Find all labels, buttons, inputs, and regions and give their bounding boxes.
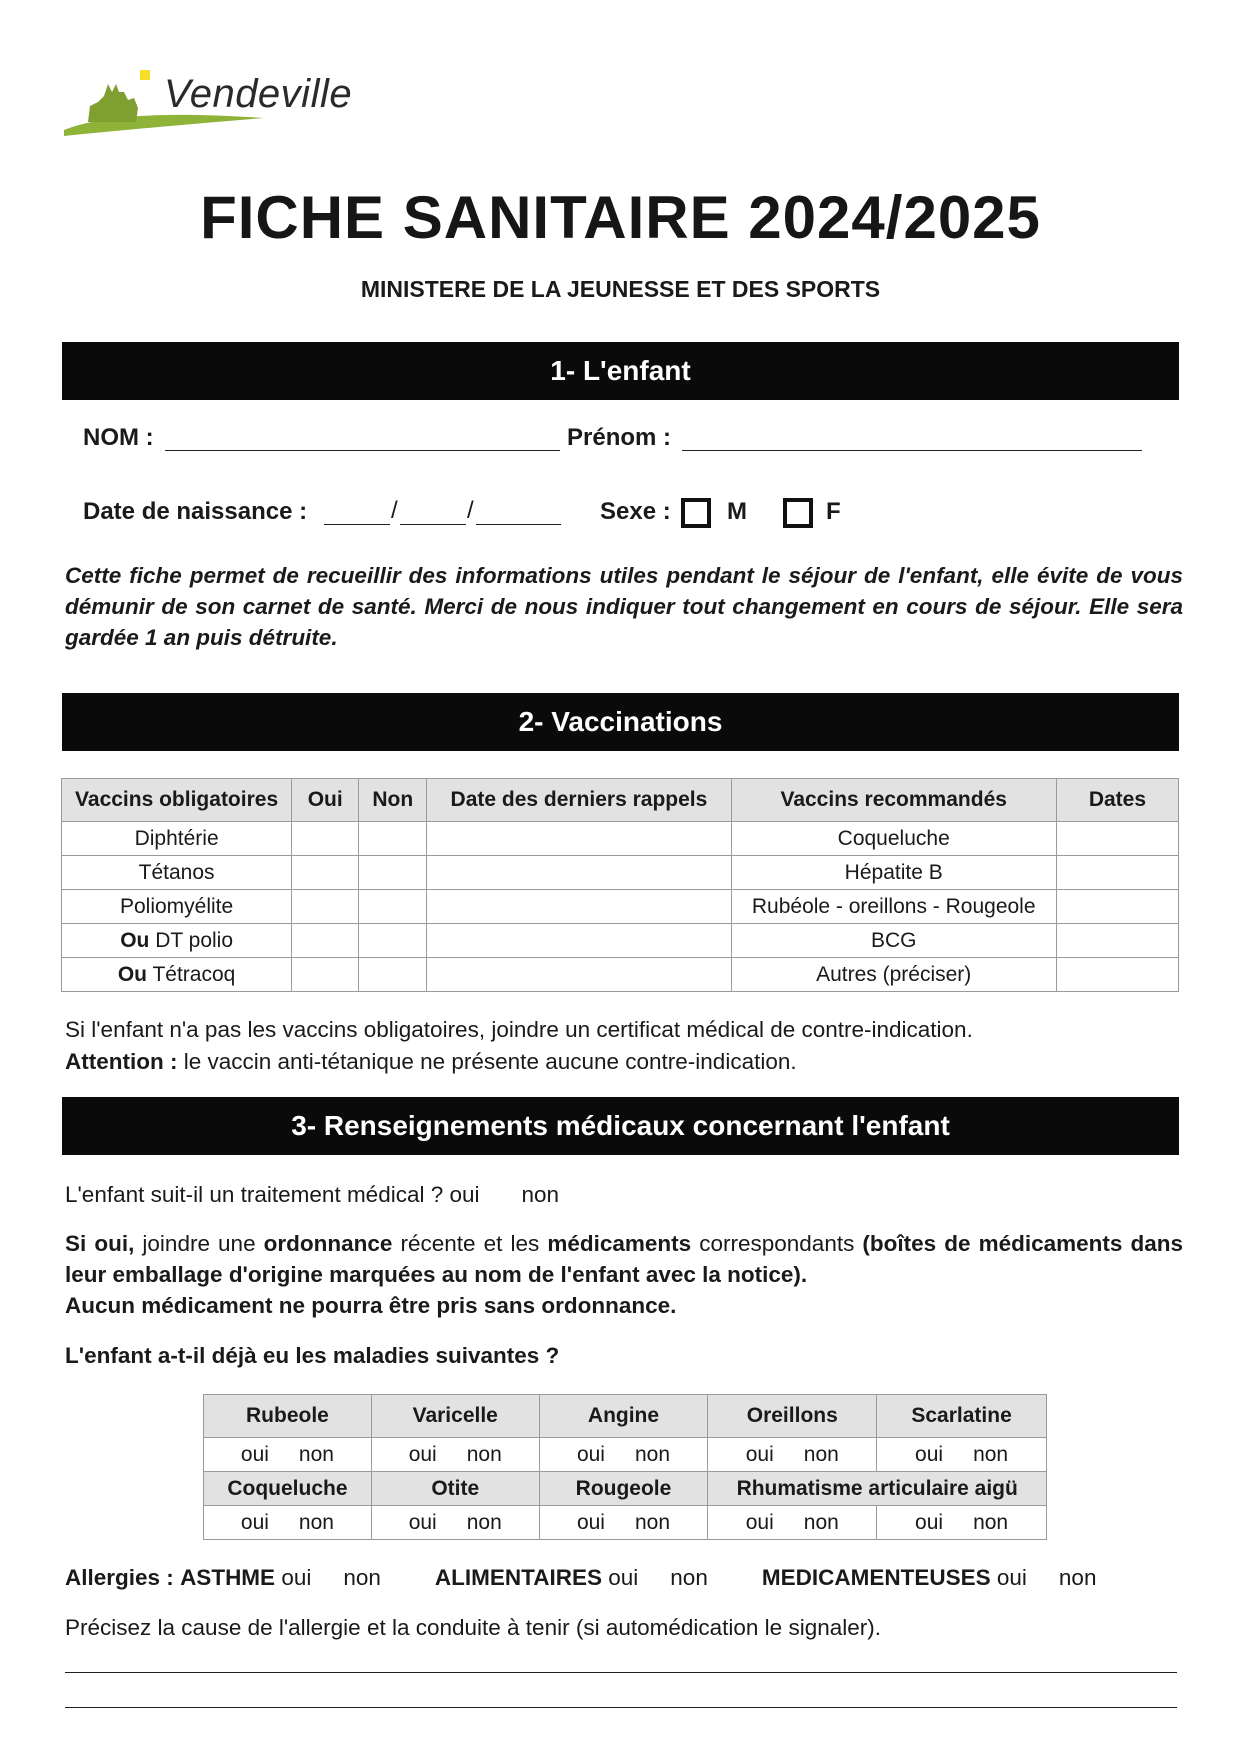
dob-separator: / [467,497,474,524]
oui-cell[interactable] [292,890,359,924]
dob-month-field[interactable] [400,524,466,525]
sexe-label: Sexe : [600,498,671,525]
allergie-cause-prompt: Précisez la cause de l'allergie et la conduite à tenir (si automédication le signaler). [65,1615,881,1640]
oui-non-cell[interactable]: oui non [204,1506,372,1540]
table-row [204,1506,1047,1540]
table-row [62,822,1179,856]
section-1-header: 1- L'enfant [62,342,1179,400]
column-header: Vaccins recommandés [731,779,1056,822]
date-cell[interactable] [427,822,731,856]
allergie-answer-line[interactable] [65,1672,1177,1673]
oui-cell[interactable] [292,856,359,890]
disease-name: Varicelle [371,1395,539,1438]
table-header-row [204,1472,1047,1506]
prenom-field[interactable] [682,450,1142,451]
section-3-header: 3- Renseignements médicaux concernant l'enfant [62,1097,1179,1155]
sexe-m-label: M [727,498,747,525]
table-row [204,1438,1047,1472]
table-row [62,924,1179,958]
dates-cell[interactable] [1056,822,1178,856]
non-cell[interactable] [359,856,427,890]
table-header-row [204,1395,1047,1438]
aucun-medicament-warning: Aucun médicament ne pourra être pris sans ordonnance. [65,1293,677,1318]
dob-label: Date de naissance : [83,498,308,525]
alimentaires-oui[interactable]: oui [608,1565,639,1590]
vaccine-recommande: Coqueluche [731,822,1056,856]
non-cell[interactable] [359,958,427,992]
disease-name: Coqueluche [204,1472,372,1506]
page-title: FICHE SANITAIRE 2024/2025 [200,184,1041,251]
section-2-header: 2- Vaccinations [62,693,1179,751]
vaccine-recommande: Hépatite B [731,856,1056,890]
column-header: Dates [1056,779,1178,822]
disease-name: Rougeole [539,1472,708,1506]
vaccine-obligatoire: Ou DT polio [62,924,292,958]
asthme-non[interactable]: non [343,1565,381,1590]
nom-field[interactable] [165,450,560,451]
disease-name: Rubeole [204,1395,372,1438]
logo-text: Vendeville [164,72,353,116]
dates-cell[interactable] [1056,924,1178,958]
table-row [62,856,1179,890]
traitement-question: L'enfant suit-il un traitement médical ? oui non [65,1182,560,1207]
vaccine-obligatoire: Ou Tétracoq [62,958,292,992]
oui-non-cell[interactable]: oui non [877,1506,1047,1540]
sexe-m-checkbox[interactable] [681,498,711,528]
oui-non-cell[interactable]: oui non [371,1506,539,1540]
vaccine-recommande: Autres (préciser) [731,958,1056,992]
sexe-f-label: F [826,498,841,525]
dob-separator: / [391,497,398,524]
column-header: Date des derniers rappels [427,779,731,822]
traitement-non[interactable]: non [521,1182,560,1207]
dates-cell[interactable] [1056,958,1178,992]
vaccine-obligatoire: Poliomyélite [62,890,292,924]
disease-name: Rhumatisme articulaire aigü [708,1472,1047,1506]
allergie-answer-line[interactable] [65,1707,1177,1708]
medicamenteuses-oui[interactable]: oui [996,1565,1027,1590]
alimentaires-non[interactable]: non [670,1565,708,1590]
disease-name: Otite [371,1472,539,1506]
column-header: Non [359,779,427,822]
table-row [62,890,1179,924]
dates-cell[interactable] [1056,890,1178,924]
dob-year-field[interactable] [476,524,561,525]
non-cell[interactable] [359,924,427,958]
oui-non-cell[interactable]: oui non [371,1438,539,1472]
maladies-question: L'enfant a-t-il déjà eu les maladies suivantes ? [65,1343,560,1368]
date-cell[interactable] [427,890,731,924]
intro-paragraph: Cette fiche permet de recueillir des informations utiles pendant le séjour de l'enfant, elle évite de vous démunir de son carnet de santé. Merci de nous indiquer tout changement en cours de séjour. Elle sera gardée 1 an puis détruite. [65,563,1183,650]
non-cell[interactable] [359,822,427,856]
asthme-oui[interactable]: oui [281,1565,312,1590]
date-cell[interactable] [427,958,731,992]
sexe-f-checkbox[interactable] [783,498,813,528]
table-row [62,958,1179,992]
date-cell[interactable] [427,856,731,890]
oui-non-cell[interactable]: oui non [877,1438,1047,1472]
oui-cell[interactable] [292,822,359,856]
column-header: Oui [292,779,359,822]
medicamenteuses-non[interactable]: non [1058,1565,1097,1590]
ordonnance-paragraph: Si oui, joindre une ordonnance récente et les médicaments correspondants (boîtes de médicaments dans leur emballage d'origine marquées au nom de l'enfant avec la notice). [65,1231,1183,1287]
vaccine-note-2: Attention : le vaccin anti-tétanique ne présente aucune contre-indication. [65,1049,797,1074]
non-cell[interactable] [359,890,427,924]
date-cell[interactable] [427,924,731,958]
table-header-row [62,779,1179,822]
vaccinations-table [61,778,1179,992]
disease-name: Scarlatine [877,1395,1047,1438]
vaccine-obligatoire: Tétanos [62,856,292,890]
vendeville-logo [64,70,364,146]
diseases-table [203,1394,1047,1540]
dob-day-field[interactable] [324,524,390,525]
vaccine-recommande: BCG [731,924,1056,958]
page-subtitle: MINISTERE DE LA JEUNESSE ET DES SPORTS [360,276,881,302]
vaccine-note-1: Si l'enfant n'a pas les vaccins obligatoires, joindre un certificat médical de contre-indication. [65,1017,973,1042]
dates-cell[interactable] [1056,856,1178,890]
prenom-label: Prénom : [567,424,672,451]
oui-non-cell[interactable]: oui non [204,1438,372,1472]
allergies-line: Allergies : ASTHME oui non ALIMENTAIRES oui non MEDICAMENTEUSES oui non [65,1565,1097,1590]
nom-label: NOM : [83,424,154,451]
disease-name: Oreillons [708,1395,877,1438]
oui-cell[interactable] [292,924,359,958]
column-header: Vaccins obligatoires [62,779,292,822]
oui-non-cell[interactable]: oui non [539,1506,708,1540]
oui-non-cell[interactable]: oui non [539,1438,708,1472]
oui-non-cell[interactable]: oui non [708,1506,877,1540]
oui-non-cell[interactable]: oui non [708,1438,877,1472]
oui-cell[interactable] [292,958,359,992]
vaccine-obligatoire: Diphtérie [62,822,292,856]
vaccine-recommande: Rubéole - oreillons - Rougeole [731,890,1056,924]
disease-name: Angine [539,1395,708,1438]
